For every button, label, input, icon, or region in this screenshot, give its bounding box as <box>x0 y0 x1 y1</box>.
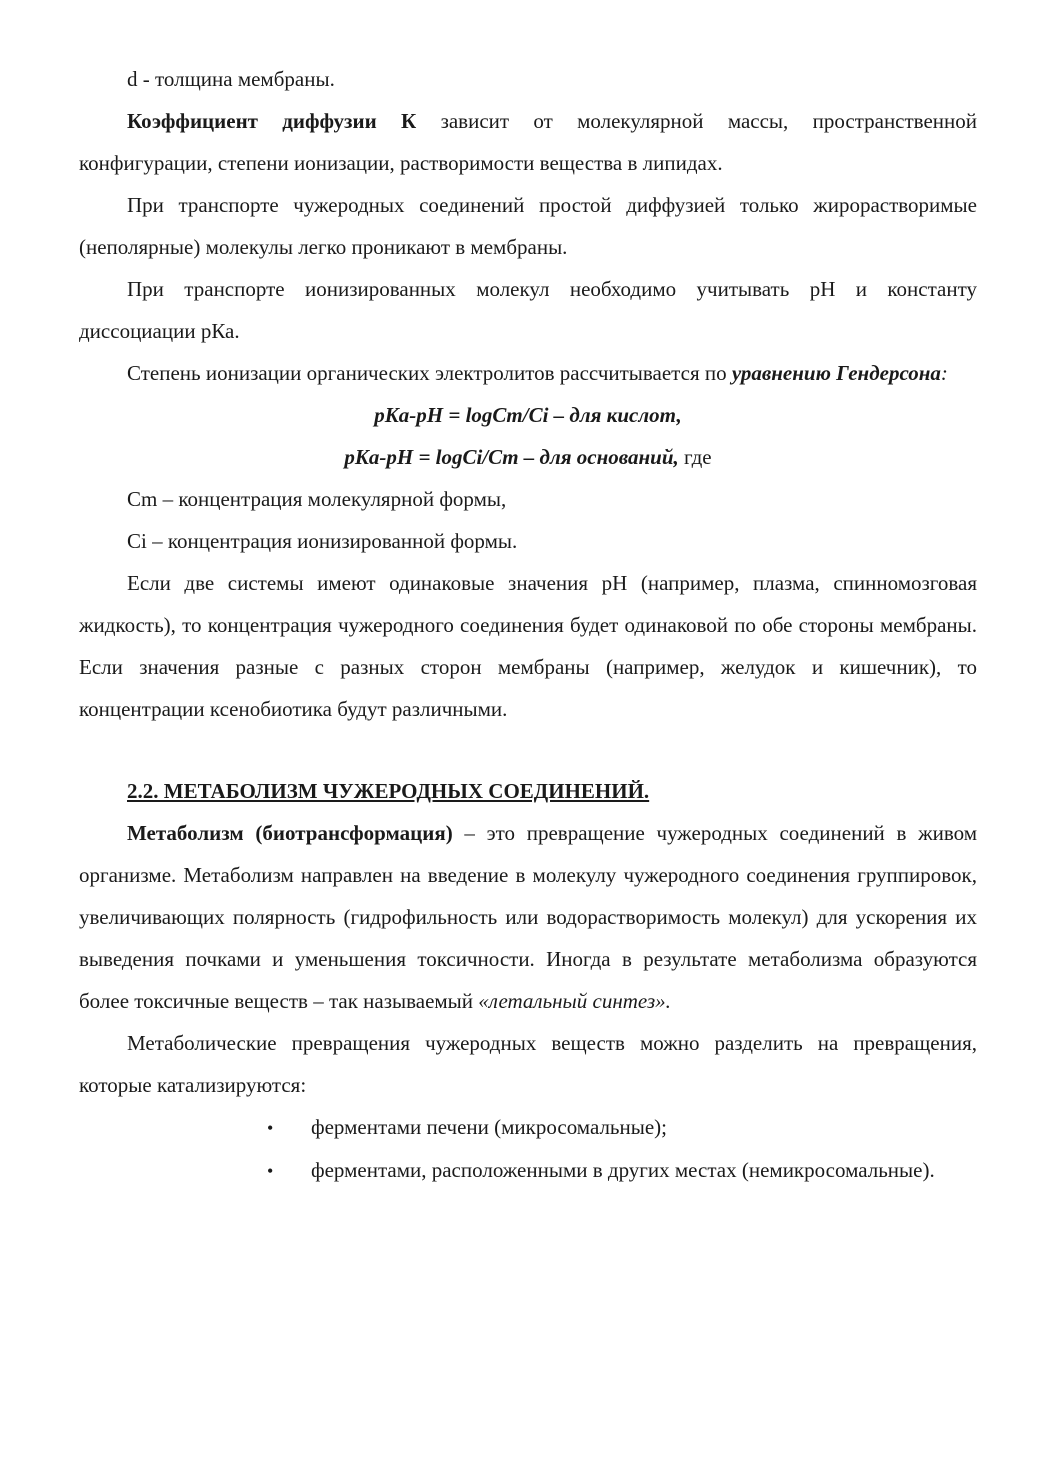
paragraph-henderson <box>79 352 977 394</box>
equation-bases <box>79 436 977 478</box>
term-diffusion-coefficient: Коэффициент диффузии К <box>127 109 417 133</box>
document-page <box>79 58 977 1192</box>
paragraph-membrane-thickness: d - толщина мембраны. <box>127 67 335 91</box>
list-item-text: ферментами печени (микросомальные); <box>311 1115 668 1139</box>
list-item-text: ферментами, расположенными в других местах (немикросомальные). <box>311 1158 935 1182</box>
list-item <box>79 1106 977 1149</box>
equation-acids <box>79 394 977 436</box>
section-heading: 2.2. МЕТАБОЛИЗМ ЧУЖЕРОДНЫХ СОЕДИНЕНИЙ. <box>127 779 650 803</box>
term-lethal-synthesis: «летальный синтез». <box>478 989 671 1013</box>
paragraph-ionized-transport: При транспорте ионизированных молекул необходимо учитывать рН и константу диссоциации рКа. <box>79 277 977 343</box>
paragraph-equal-ph: Если две системы имеют одинаковые значения рН (например, плазма, спинномозговая жидкость), то концентрация чужеродного соединения будет одинаковой по обе стороны мембраны. Если значения разные с разных сторон мембраны (например, желудок и кишечник), то концентрации ксенобиотика будут различными. <box>79 571 977 721</box>
equation-acids-text: pKa-pH = logCm/Ci – для кислот, <box>374 403 682 427</box>
paragraph-text: Степень ионизации органических электролитов рассчитывается по <box>127 361 732 385</box>
paragraph-diffusion-coefficient <box>79 100 977 184</box>
bullet-icon: • <box>267 1161 274 1181</box>
term-henderson-equation: уравнению Гендерсона <box>731 361 941 385</box>
equation-bases-tail: где <box>678 445 712 469</box>
equation-bases-text: pKa-pH = logCi/Cm – для оснований, <box>344 445 679 469</box>
definition-ci: Ci – концентрация ионизированной формы. <box>127 529 518 553</box>
term-metabolism: Метаболизм (биотрансформация) <box>127 821 453 845</box>
bullet-icon: • <box>267 1118 274 1138</box>
colon: : <box>940 361 948 385</box>
definition-cm: Cm – концентрация молекулярной формы, <box>127 487 507 511</box>
list-item <box>79 1149 977 1192</box>
paragraph-text: зависит от молекулярной массы, пространственной конфигурации, степени ионизации, растворимости вещества в липидах. <box>79 109 978 175</box>
paragraph-simple-diffusion: При транспорте чужеродных соединений простой диффузией только жирорастворимые (неполярные) молекулы легко проникают в мембраны. <box>79 193 977 259</box>
paragraph-metabolic-transformations: Метаболические превращения чужеродных веществ можно разделить на превращения, которые катализируются: <box>79 1031 977 1097</box>
paragraph-text: – это превращение чужеродных соединений в живом организме. Метаболизм направлен на введение в молекулу чужеродного соединения группировок, увеличивающих полярность (гидрофильность или водорастворимость молекул) для ускорения их выведения почками и уменьшения токсичности. Иногда в результате метаболизма образуются более токсичные веществ – так называемый <box>79 821 978 1013</box>
paragraph-metabolism <box>79 812 977 1022</box>
